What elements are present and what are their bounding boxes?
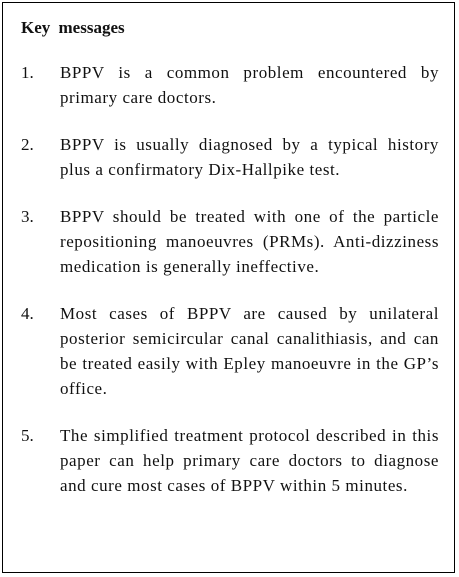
list-item [3, 204, 454, 279]
item-number: 5. [21, 426, 34, 445]
item-number: 2. [21, 135, 34, 154]
item-text: BPPV should be treated with one of the particle repositioning manoeuvres (PRMs). Anti-dizziness medication is generally ineffective. [60, 207, 439, 276]
box-heading: Key messages [21, 18, 125, 37]
messages-list [3, 60, 454, 520]
item-text: BPPV is usually diagnosed by a typical history plus a confirmatory Dix-Hallpike test. [60, 135, 439, 179]
item-number: 4. [21, 304, 34, 323]
item-number: 3. [21, 207, 34, 226]
item-text: Most cases of BPPV are caused by unilateral posterior semicircular canal canalithiasis, and can be treated easily with Epley manoeuvre in the GP’s office. [60, 304, 439, 398]
list-item [3, 60, 454, 110]
key-messages-box [2, 2, 455, 573]
item-text: The simplified treatment protocol described in this paper can help primary care doctors to diagnose and cure most cases of BPPV within 5 minutes. [60, 426, 439, 495]
list-item [3, 423, 454, 498]
item-number: 1. [21, 63, 34, 82]
list-item [3, 301, 454, 401]
list-item [3, 132, 454, 182]
item-text: BPPV is a common problem encountered by primary care doctors. [60, 63, 439, 107]
